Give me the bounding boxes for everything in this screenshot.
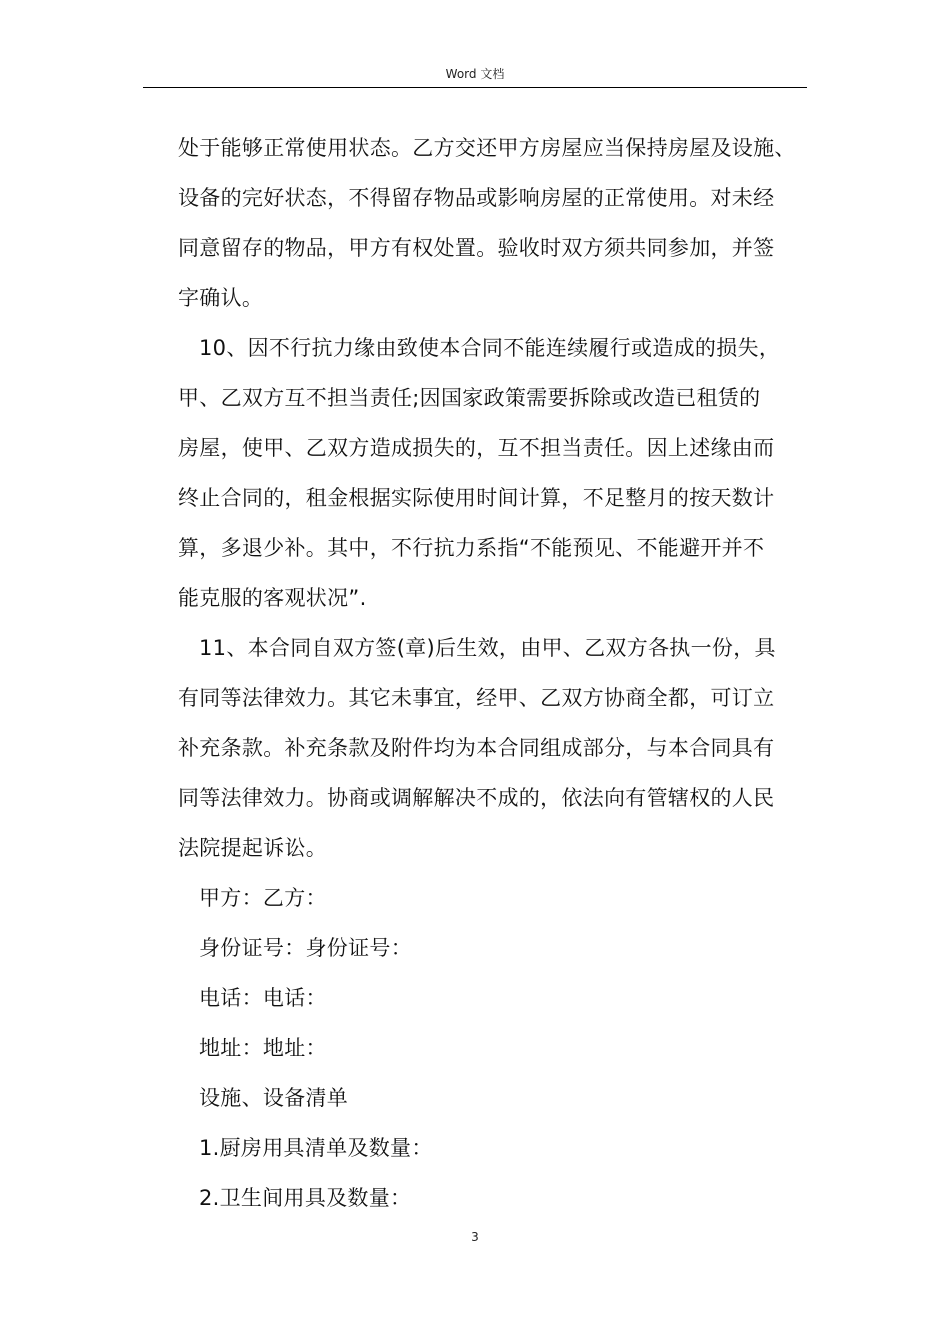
page-number: 3 — [471, 1230, 479, 1244]
equipment-list-heading: 设施、设备清单 — [199, 1086, 349, 1110]
text-line: 同等法律效力。协商或调解解决不成的，依法向有管辖权的人民 — [178, 786, 775, 810]
kitchen-items-line: 1.厨房用具清单及数量： — [199, 1136, 433, 1160]
bathroom-items-line: 2.卫生间用具及数量： — [199, 1186, 412, 1210]
text-line: 字确认。 — [178, 286, 264, 310]
text-line: 设备的完好状态，不得留存物品或影响房屋的正常使用。对未经 — [178, 186, 775, 210]
clause-11-start: 11、本合同自双方签(章)后生效，由甲、乙双方各执一份，具 — [199, 636, 776, 660]
text-line: 处于能够正常使用状态。乙方交还甲方房屋应当保持房屋及设施、 — [178, 136, 796, 160]
text-line: 算，多退少补。其中，不行抗力系指“不能预见、不能避开并不 — [178, 536, 765, 560]
text-line: 房屋，使甲、乙双方造成损失的，互不担当责任。因上述缘由而 — [178, 436, 775, 460]
text-line: 终止合同的，租金根据实际使用时间计算，不足整月的按天数计 — [178, 486, 775, 510]
party-line: 甲方：乙方： — [199, 886, 327, 910]
id-number-line: 身份证号：身份证号： — [199, 936, 412, 960]
clause-10-start: 10、因不行抗力缘由致使本合同不能连续履行或造成的损失， — [199, 336, 781, 360]
text-line: 能克服的客观状况”. — [178, 586, 367, 610]
header-rule — [143, 87, 807, 88]
text-line: 甲、乙双方互不担当责任;因国家政策需要拆除或改造已租赁的 — [178, 386, 761, 410]
text-line: 补充条款。补充条款及附件均为本合同组成部分，与本合同具有 — [178, 736, 775, 760]
document-body — [178, 123, 818, 1223]
text-line: 法院提起诉讼。 — [178, 836, 328, 860]
text-line: 有同等法律效力。其它未事宜，经甲、乙双方协商全都，可订立 — [178, 686, 775, 710]
page-header: Word 文档 — [445, 67, 505, 81]
text-line: 同意留存的物品，甲方有权处置。验收时双方须共同参加，并签 — [178, 236, 775, 260]
phone-line: 电话：电话： — [199, 986, 327, 1010]
address-line: 地址：地址： — [199, 1036, 327, 1060]
